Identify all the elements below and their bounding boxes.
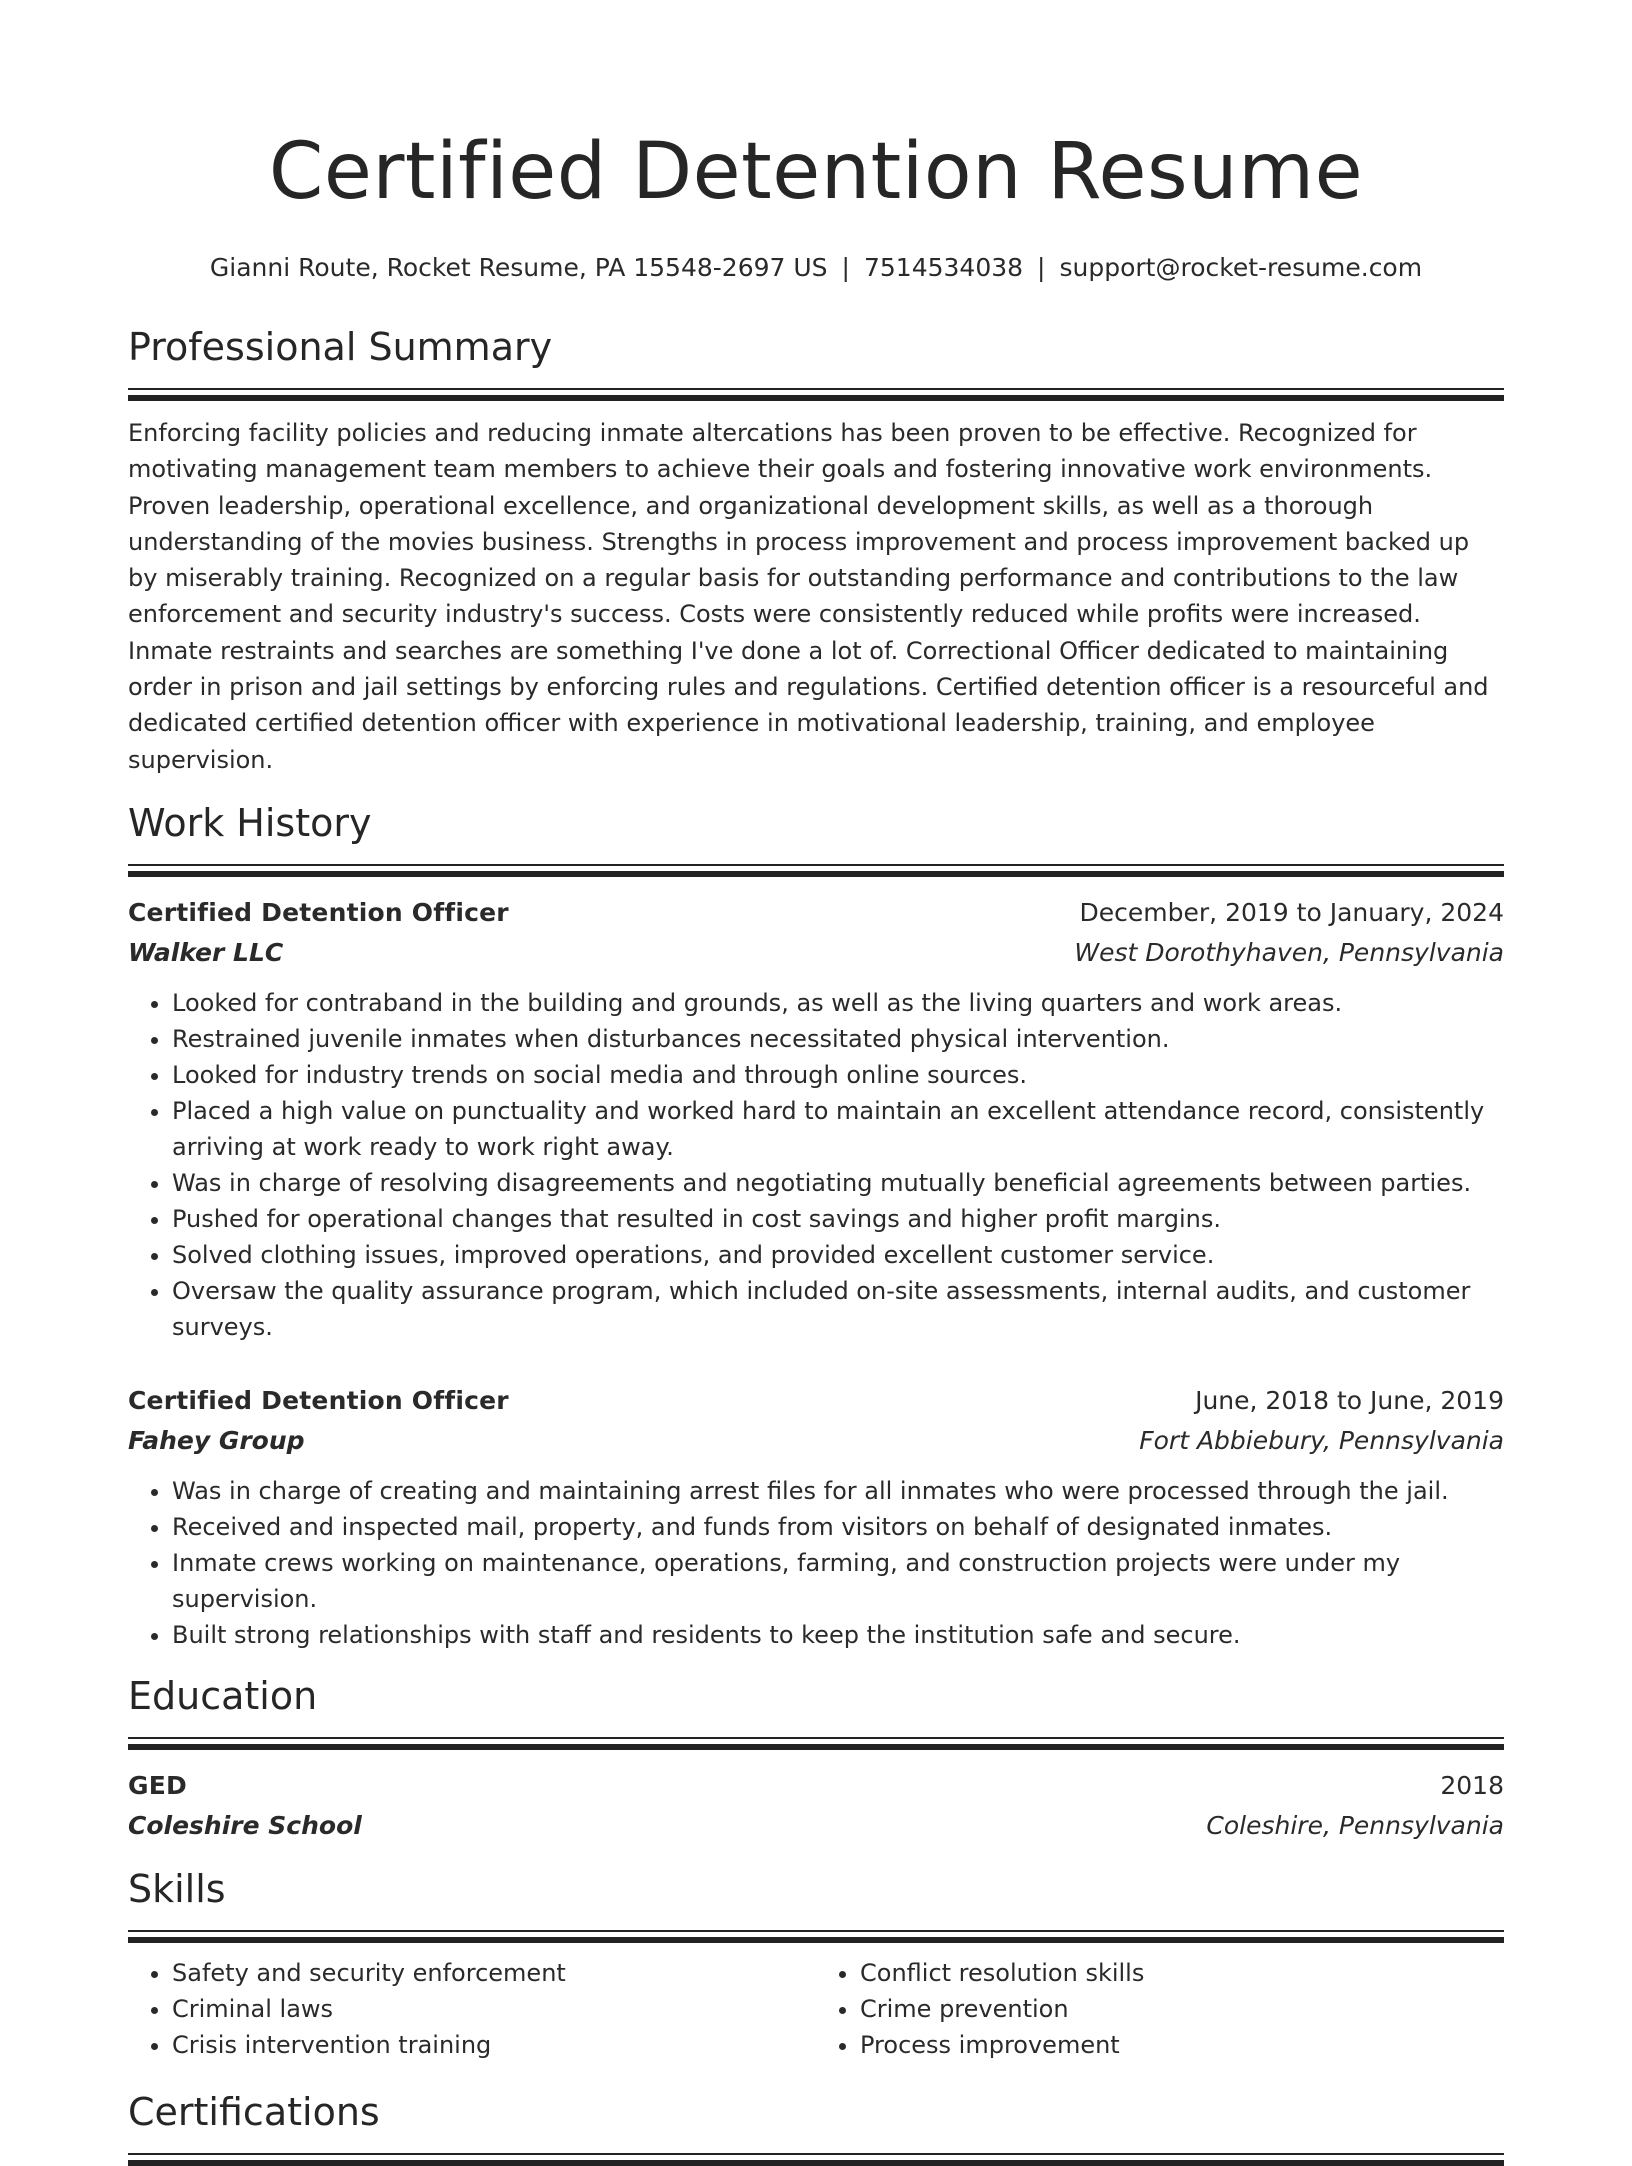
contact-line <box>128 250 1504 286</box>
job-company-row <box>128 1421 1504 1461</box>
job-location: West Dorothyhaven, Pennsylvania <box>1074 937 1504 967</box>
skill-item: • Crisis intervention training <box>172 2027 816 2063</box>
summary-text: Enforcing facility policies and reducing inmate altercations has been proven to be effective. Recognized for motivating management team members to achieve their goals and fostering innovative work environments. Proven leadership, operational excellence, and organizational development skills, as well as a thorough understanding of the movies business. Strengths in process improvement and process improvement backed up by miserably training. Recognized on a regular basis for outstanding performance and contributions to the law enforcement and security industry's success. Costs were consistently reduced while profits were increased. Inmate restraints and searches are something I've done a lot of. Correctional Officer dedicated to maintaining order in prison and jail settings by enforcing rules and regulations. Certified detention officer is a resourceful and dedicated certified detention officer with experience in motivational leadership, training, and employee supervision. <box>128 419 1489 774</box>
job-entry <box>128 893 1504 1345</box>
education-header-row <box>128 1766 1504 1806</box>
job-company-row <box>128 933 1504 973</box>
job-bullets <box>128 1473 1504 1653</box>
contact-email: support@rocket-resume.com <box>1059 253 1423 282</box>
job-bullet: • Received and inspected mail, property, and funds from visitors on behalf of designated inmates. <box>172 1509 1504 1545</box>
job-bullet: • Was in charge of creating and maintaining arrest files for all inmates who were processed through the jail. <box>172 1473 1504 1509</box>
certifications-section <box>128 2087 1504 2166</box>
contact-separator: | <box>841 253 850 282</box>
job-title: Certified Detention Officer <box>128 897 509 927</box>
job-bullet: • Looked for industry trends on social media and through online sources. <box>172 1057 1504 1093</box>
education-school: Coleshire School <box>128 1810 362 1840</box>
job-header-row <box>128 1381 1504 1421</box>
skill-item: • Criminal laws <box>172 1991 816 2027</box>
job-bullet: • Inmate crews working on maintenance, operations, farming, and construction projects were under my supervision. <box>172 1545 1504 1617</box>
section-divider <box>128 2153 1504 2166</box>
skills-section <box>128 1864 1504 2063</box>
job-bullet: • Oversaw the quality assurance program, which included on-site assessments, internal audits, and customer surveys. <box>172 1273 1504 1345</box>
job-company: Walker LLC <box>128 937 284 967</box>
certifications-heading: Certifications <box>128 2089 380 2134</box>
education-section <box>128 1671 1504 1846</box>
skills-columns <box>128 1955 1504 2063</box>
job-title: Certified Detention Officer <box>128 1385 509 1415</box>
job-company: Fahey Group <box>128 1425 305 1455</box>
skills-heading: Skills <box>128 1866 226 1911</box>
section-divider <box>128 1930 1504 1943</box>
job-bullet: • Restrained juvenile inmates when disturbances necessitated physical intervention. <box>172 1021 1504 1057</box>
skill-item: • Safety and security enforcement <box>172 1955 816 1991</box>
job-entry <box>128 1381 1504 1653</box>
summary-heading: Professional Summary <box>128 325 553 369</box>
job-bullet: • Solved clothing issues, improved operations, and provided excellent customer service. <box>172 1237 1504 1273</box>
work-history-section <box>128 798 1504 1653</box>
contact-address: Gianni Route, Rocket Resume, PA 15548-2697 US <box>209 253 828 282</box>
section-divider <box>128 864 1504 877</box>
job-dates: December, 2019 to January, 2024 <box>1079 897 1504 927</box>
education-degree: GED <box>128 1770 187 1800</box>
education-location: Coleshire, Pennsylvania <box>1206 1810 1504 1840</box>
education-school-row <box>128 1806 1504 1846</box>
education-heading: Education <box>128 1673 318 1718</box>
job-bullets <box>128 985 1504 1345</box>
contact-separator: | <box>1037 253 1046 282</box>
skill-item: • Process improvement <box>860 2027 1504 2063</box>
job-bullet: • Built strong relationships with staff and residents to keep the institution safe and secure. <box>172 1617 1504 1653</box>
contact-phone: 7514534038 <box>863 253 1024 282</box>
job-bullet: • Pushed for operational changes that resulted in cost savings and higher profit margins. <box>172 1201 1504 1237</box>
education-year: 2018 <box>1440 1770 1504 1800</box>
skills-list-left <box>128 1955 816 2063</box>
job-bullet: • Was in charge of resolving disagreements and negotiating mutually beneficial agreements between parties. <box>172 1165 1504 1201</box>
resume-title: Certified Detention Resume <box>268 127 1364 217</box>
skills-list-right <box>816 1955 1504 2063</box>
section-divider <box>128 1737 1504 1750</box>
job-dates: June, 2018 to June, 2019 <box>1195 1385 1504 1415</box>
job-bullet: • Placed a high value on punctuality and worked hard to maintain an excellent attendance record, consistently arriving at work ready to work right away. <box>172 1093 1504 1165</box>
education-entry <box>128 1766 1504 1846</box>
skill-item: • Crime prevention <box>860 1991 1504 2027</box>
job-header-row <box>128 893 1504 933</box>
section-divider <box>128 388 1504 401</box>
skill-item: • Conflict resolution skills <box>860 1955 1504 1991</box>
summary-section <box>128 322 1504 778</box>
work-history-heading: Work History <box>128 800 372 845</box>
job-location: Fort Abbiebury, Pennsylvania <box>1139 1425 1504 1455</box>
job-bullet: • Looked for contraband in the building and grounds, as well as the living quarters and work areas. <box>172 985 1504 1021</box>
